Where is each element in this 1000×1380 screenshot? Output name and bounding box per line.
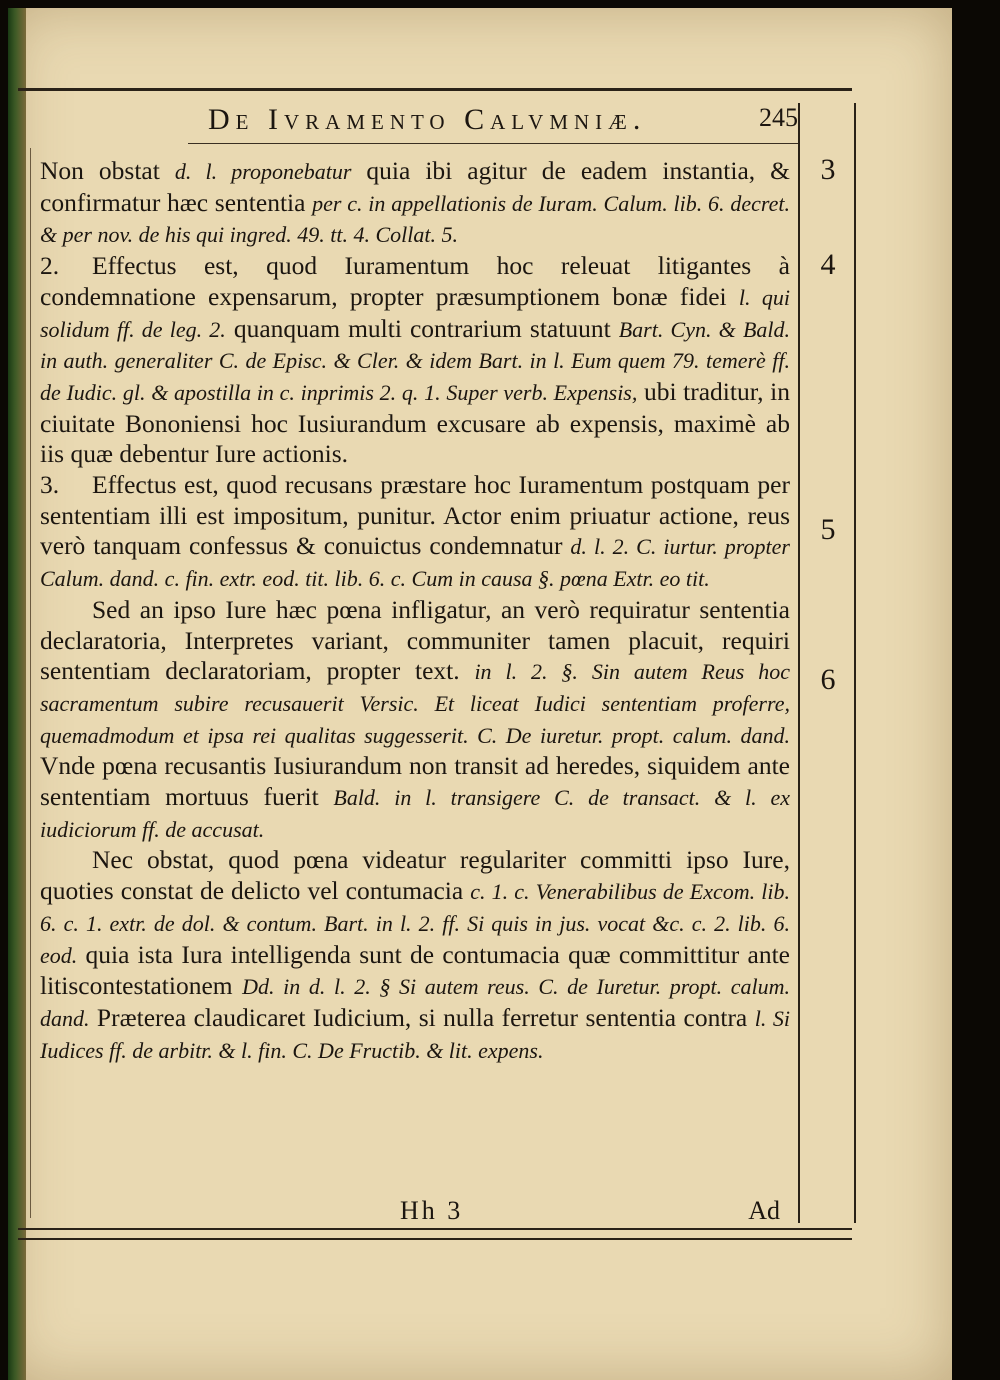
page-footer [40, 1196, 790, 1228]
margin-rule-inner [798, 103, 800, 1223]
citation: Dd. in d. l. 2. § Si autem reus. C. de Iuretur. propt. calum. dand. [40, 974, 790, 1031]
header-title: De Ivramento Calvmniæ. [208, 103, 647, 136]
margin-number: 4 [820, 248, 836, 281]
citation: c. 1. c. Venerabilibus de Excom. lib. 6. c. 1. extr. de dol. & contum. Bart. in l. 2. ff. Si quis in jus. vocat &c. c. 2. lib. 6. eod. [40, 879, 790, 968]
bottom-rule [18, 1228, 852, 1230]
citation: Bart. Cyn. & Bald. in auth. generaliter C. de Episc. & Cler. & idem Bart. in l. Eum quem 79. temerè ff. de Iudic. gl. & apostilla in c. inprimis 2. q. 1. Super verb. Expensis, [40, 316, 790, 405]
citation: l. qui solidum ff. de leg. 2. [40, 284, 791, 342]
paragraph [40, 595, 790, 846]
text-run: Sed an ipso Iure hæc pœna infligatur, an verò requiratur sententia declaratoria, Interpretes variant, communiter tamen placuit, requiri sententiam declaratoriam, propter text. [40, 594, 790, 686]
citation: l. Si Iudices ff. de arbitr. & l. fin. C. De Fructib. & lit. expens. [40, 1005, 790, 1063]
text-run: quanquam multi contrarium statuunt [225, 313, 619, 343]
margin-number: 5 [820, 513, 836, 546]
header-rule [188, 143, 798, 144]
text-run: quia ista Iura intelligenda sunt de contumacia quæ committitur ante litiscontestationem [40, 939, 790, 1001]
paragraph [40, 470, 790, 595]
text-run: Effectus est, quod recusans præstare hoc Iuramentum postquam per sententiam illi est impositum, punitur. Actor enim priuatur actione, reus verò tanquam confessus & conuictus condemnatur [40, 470, 790, 561]
paragraph [40, 251, 790, 470]
catchword: Ad [748, 1196, 780, 1225]
paragraph-number: 2. [40, 251, 60, 281]
text-run: Præterea claudicaret Iudicium, si nulla ferretur sententia contra [89, 1002, 755, 1032]
text-run: ubi traditur, in ciuitate Bononiensi hoc Iusiurandum excusare ab expensis, maximè ab iis quæ debentur Iure actionis. [40, 376, 790, 469]
margin-number: 6 [820, 663, 836, 696]
signature-mark: Hh 3 [400, 1196, 464, 1225]
citation: in l. 2. §. Sin autem Reus hoc sacramentum subire recusauerit Versic. Et liceat Iudici sententiam proferre, quemadmodum et ipsa rei qualitas suggesserit. C. De iuretur. propt. calum. dand. [40, 659, 790, 748]
citation: d. l. 2. C. iurtur. propter Calum. dand. c. fin. extr. eod. tit. lib. 6. c. Cum in causa §. pœna Extr. eo tit. [40, 534, 790, 592]
top-rule [18, 88, 852, 91]
citation: d. l. proponebatur [174, 159, 352, 184]
body-text [40, 156, 790, 1066]
bottom-rule-2 [18, 1238, 852, 1240]
paragraph-number: 3. [40, 470, 60, 500]
running-header [188, 103, 798, 143]
paragraph [40, 845, 790, 1066]
text-run: quia ibi agitur de eadem instantia, & confirmatur hæc sententia [40, 156, 790, 217]
text-run: Nec obstat, quod pœna videatur regulariter committi ipso Iure, quoties constat de delicto vel contumacia [40, 845, 790, 906]
paragraph [40, 156, 790, 251]
book-page [8, 8, 952, 1380]
citation: Bald. in l. transigere C. de transact. & l. ex iudiciorum ff. de accusat. [40, 785, 790, 842]
left-margin-rule [30, 148, 31, 1218]
margin-number: 3 [820, 153, 836, 186]
text-run: Effectus est, quod Iuramentum hoc releuat litigantes à condemnatione expensarum, propter præsumptionem bonæ fidei [40, 251, 790, 311]
text-run: Non obstat [40, 156, 175, 185]
book-spine [8, 8, 26, 1380]
page-number: 245 [759, 103, 798, 132]
text-run: Vnde pœna recusantis Iusiurandum non transit ad heredes, siquidem ante sententiam mortuus fuerit [40, 751, 790, 812]
citation: per c. in appellationis de Iuram. Calum. lib. 6. decret. & per nov. de his qui ingred. 49. tt. 4. Collat. 5. [40, 190, 790, 248]
margin-rule-outer [854, 103, 856, 1223]
